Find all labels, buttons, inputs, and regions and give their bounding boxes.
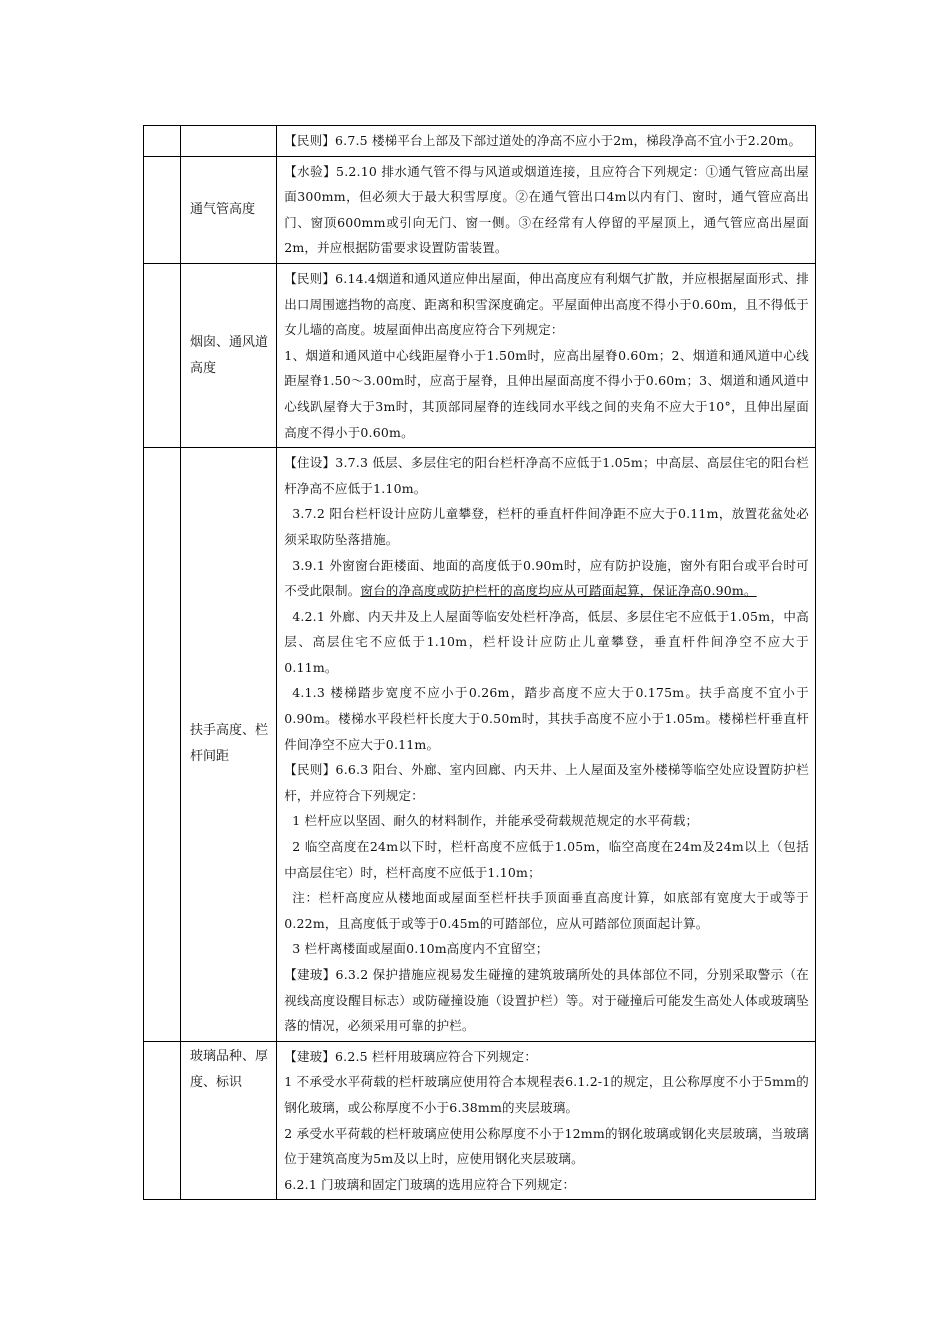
clause-text: 6.2.1 门玻璃和固定门玻璃的选用应符合下列规定： — [284, 1176, 576, 1192]
category-cell: 扶手高度、栏杆间距 — [181, 448, 277, 1042]
clause-text: 【民则】6.6.3 阳台、外廊、室内回廊、内天井、上人屋面及室外楼梯等临空处应设置防护栏杆，并应符合下列规定： — [284, 762, 809, 803]
table-row — [144, 126, 816, 157]
group-cell — [144, 448, 181, 1042]
clause-text: 2 承受水平荷载的栏杆玻璃应使用公称厚度不小于12mm的钢化玻璃或钢化夹层玻璃，当玻璃位于建筑高度为5m及以上时，应使用钢化夹层玻璃。 — [284, 1125, 809, 1167]
clause-text: 【水验】5.2.10 排水通气管不得与风道或烟道连接，且应符合下列规定：①通气管应高出屋面300mm，但必须大于最大积雪厚度。②在通气管出口4m以内有门、窗时，通气管应高出门、窗顶600mm或引向无门、窗一侧。③在经常有人停留的平屋顶上，通气管应高出屋面2m，并应根据防雷要求设置防雷装置。 — [284, 163, 809, 256]
clause-text: 【建玻】6.2.5 栏杆用玻璃应符合下列规定： — [284, 1048, 538, 1064]
category-cell: 通气管高度 — [181, 156, 277, 263]
clause-text: 1 栏杆应以坚固、耐久的材料制作，并能承受荷载规范规定的水平荷载； — [292, 813, 699, 829]
group-cell — [144, 126, 181, 157]
clause-text: 1、烟道和通风道中心线距屋脊小于1.50m时，应高出屋脊0.60m；2、烟道和通风道中心线距屋脊1.50～3.00m时，应高于屋脊，且伸出屋面高度不得小于0.60m；3、烟道和通风道中心线趴屋脊大于3m时，其顶部同屋脊的连线同水平线之间的夹角不应大于10°，且伸出屋面高度不得小于0.60m。 — [284, 347, 809, 440]
group-cell — [144, 156, 181, 263]
clause-text: 【民则】6.7.5 楼梯平台上部及下部过道处的净高不应小于2m，梯段净高不宜小于2.20m。 — [284, 133, 802, 148]
table-row — [144, 263, 816, 447]
clause-text: 4.1.3 楼梯踏步宽度不应小于0.26m，踏步高度不应大于0.175m。扶手高度不宜小于0.90m。楼梯水平段栏杆长度大于0.50m时，其扶手高度不应小于1.05m。楼梯栏杆垂直杆件间净空不应大于0.11m。 — [284, 685, 809, 752]
underlined-clause-text: 窗台的净高度或防护栏杆的高度均应从可踏面起算，保证净高0.90m。 — [360, 583, 757, 599]
content-cell — [277, 1041, 816, 1200]
clause-text: 3.7.2 阳台栏杆设计应防儿童攀登，栏杆的垂直杆件间净距不应大于0.11m，放置花盆处必须采取防坠落措施。 — [284, 506, 809, 547]
clause-text — [284, 553, 809, 604]
table-row — [144, 1041, 816, 1200]
clause-text: 1 不承受水平荷载的栏杆玻璃应使用符合本规程表6.1.2-1的规定，且公称厚度不小于5mm的钢化玻璃，或公称厚度不小于6.38mm的夹层玻璃。 — [284, 1074, 809, 1115]
clause-text: 【住设】3.7.3 低层、多层住宅的阳台栏杆净高不应低于1.05m；中高层、高层住宅的阳台栏杆净高不应低于1.10m。 — [284, 455, 809, 496]
clause-text-part: 3.9.1 外窗窗台距楼面、地面的高度低于0.90m时，应有防护设施，窗外有阳台或平台时可不受此限制。 — [284, 557, 809, 599]
clause-text: 3 栏杆离楼面或屋面0.10m高度内不宜留空； — [292, 941, 549, 957]
category-cell — [181, 126, 277, 157]
table-row — [144, 448, 816, 1042]
category-cell: 烟囱、通风道高度 — [181, 263, 277, 447]
content-cell — [277, 448, 816, 1042]
clause-text: 【建玻】6.3.2 保护措施应视易发生碰撞的建筑玻璃所处的具体部位不同，分别采取警示（在视线高度设醒目标志）或防碰撞设施（设置护栏）等。对于碰撞后可能发生高处人体或玻璃坠落的情况，必须采用可靠的护栏。 — [284, 967, 809, 1034]
group-cell — [144, 263, 181, 447]
clause-text: 2 临空高度在24m以下时，栏杆高度不应低于1.05m，临空高度在24m及24m以上（包括中高层住宅）时，栏杆高度不应低于1.10m； — [284, 839, 809, 880]
content-cell — [277, 263, 816, 447]
clause-text: 注：栏杆高度应从楼地面或屋面至栏杆扶手顶面垂直高度计算，如底部有宽度大于或等于0.22m，且高度低于或等于0.45m的可踏部位，应从可踏部位顶面起计算。 — [284, 890, 809, 931]
group-cell — [144, 1041, 181, 1200]
content-cell — [277, 126, 816, 157]
content-cell — [277, 156, 816, 263]
regulation-table — [143, 125, 816, 1200]
clause-text: 【民则】6.14.4烟道和通风道应伸出屋面，伸出高度应有利烟气扩散，并应根据屋面形式、排出口周围遮挡物的高度、距离和积雪深度确定。平屋面伸出高度不得小于0.60m，且不得低于女儿墙的高度。坡屋面伸出高度应符合下列规定： — [284, 270, 809, 338]
category-cell: 玻璃品种、厚度、标识 — [181, 1041, 277, 1200]
table-row — [144, 156, 816, 263]
clause-text: 4.2.1 外廊、内天井及上人屋面等临安处栏杆净高，低层、多层住宅不应低于1.05m，中高层、高层住宅不应低于1.10m，栏杆设计应防止儿童攀登，垂直杆件间净空不应大于0.11m。 — [284, 608, 809, 675]
